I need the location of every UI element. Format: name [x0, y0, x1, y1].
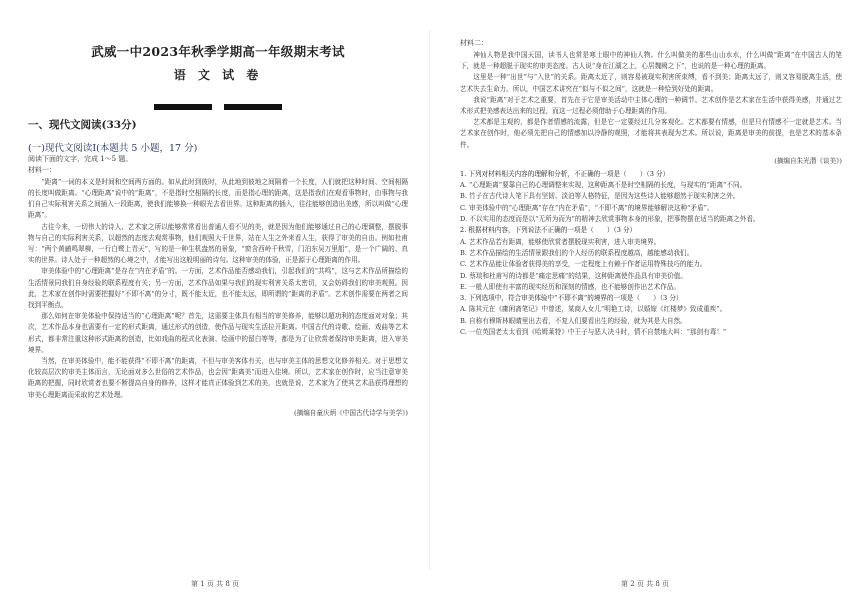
paragraph: 当然，在审美体验中，能不能获得“不即不离”的距离，不但与审美客体有关，也与审美主体的思想文化修养相关。对于思想文化较高层次的审美主体而言，无论面对多么世俗的艺术作品，也会因“距离美”而进入佳境。所以，艺术家在创作时，应当注意审美距离的把握，同时欣赏者也要不断提高自身的修养，这样才能真正体验到艺术的美，也就是说，艺术家为了使其艺术品获得理想的审美心理距离而采取的艺术处理。 — [28, 357, 408, 399]
exam-subtitle: 语 文 试 卷 — [173, 68, 263, 82]
option: B. 艺术作品描绘的生活情景跟我们的个人经历的联系程度越高，越能感动我们。 — [460, 248, 694, 257]
option: D. 蔡琰和杜甫写的诗都是“痛定思痛”的结果，这种距离使作品具有审美价值。 — [460, 271, 687, 280]
paragraph: 神仙人物是我中国天国，读书人也常是寒士眼中的神仙人物。什么叫做美的那些山山水水，什么叫做“距离”在中国古人的笔下，就是一种超脱于现实的审美态度。古人说“身在江湖之上，心居魏阙之下”，也说的是一种心理的距离。 — [460, 51, 842, 71]
section-heading: 一、现代文阅读(33分) — [28, 119, 137, 131]
option: D. 不以实用的态度而是以“无所为而为”的精神去欣赏事物本身的形象，把事物摆在适当的距离之外看。 — [460, 215, 760, 224]
source-citation: (摘编自朱光潜《谈美》) — [774, 156, 842, 165]
paragraph: “距离”一词的本义是时间和空间两方面的。如从此时到彼时，从此地到彼地之间隔着一个长度，人们就把这种时间、空间相隔的长度叫做距离。“心理距离”说中的“距离”，不是指时空相隔的长度，而是指心理的距离，这是指我们在观看事物时，由事物与我们自己实际利害关系之间插入一段距离，使我们能够换一种眼光去看世界。这种距离的插入，往往能够创造出美感，所以叫做“心理距离”。 — [28, 177, 408, 220]
option: A. 陈其元在《庸闲斋笔记》中曾述，某商人女儿“明艳工诗，以婚嫁《红楼梦》致成重疾”。 — [460, 305, 727, 314]
question-2: 2. 根据材料内容，下列说法不正确的一项是（ ）（3 分） — [460, 226, 637, 235]
bar-left — [154, 104, 212, 110]
option: A. “心理距离”要靠自己的心理调整来实现，这种距离不是时空相隔的长度，与现实的“距离”不同。 — [460, 181, 747, 190]
page-footer: 第 2 页 共 8 页 — [620, 580, 670, 588]
paragraph: 审美体验中的“心理距离”是存在“内在矛盾”的。一方面，艺术作品能否感动我们，引起我们的“共鸣”，这与艺术作品所描绘的生活情景同我们自身经验的联系程度有关；另一方面，艺术作品如果与我们的现实利害关系太密切，又会妨碍我们的审美观照。因此，艺术家在创作时需要把握好“不即不离”的分寸，既不能太近，也不能太远，即所谓的“距离的矛盾”。艺术创作需要在两者之间找到平衡点。 — [28, 267, 408, 310]
paragraph: 那么如何在审美体验中保持适当的“心理距离”呢？首先，这需要主体具有相当的审美修养，能够以超功利的态度面对对象；其次，艺术作品本身也需要有一定的形式距离，通过形式的创造，使作品与现实生活拉开距离。中国古代的诗歌、绘画、戏曲等艺术形式，都非常注重这种形式距离的创造，比如戏曲的程式化表演、绘画中的留白等等，都是为了让欣赏者保持审美距离，进入审美境界。 — [28, 312, 408, 354]
paragraph: 艺术都是主观的，都是作者情感的流露，但是它一定要经过几分客观化。艺术都要有情感，但是只有情感不一定就是艺术。当艺术家在创作时，他必须先把自己的情感加以冷静的观照，才能将其表现为艺术。所以说，距离是审美的前提，也是艺术的基本条件。 — [460, 118, 842, 149]
option: C. 一位英国老太太看到《哈姆莱特》中王子与恶人决斗时，情不自禁地大叫：“那剑有毒！” — [460, 327, 727, 336]
option: E. 一般人即使有丰富的现实经历和深刻的情感，也不能够创作出艺术作品。 — [460, 282, 681, 291]
option: C. 艺术作品能让体验者获得美的享受，一定程度上有赖于作者运用特殊技巧的能力。 — [460, 260, 707, 269]
title-underline-bars — [28, 95, 408, 103]
subsection-heading: (一)现代文阅读Ⅰ(本题共 5 小题，17 分) — [28, 143, 198, 154]
exam-page-2 — [430, 0, 860, 595]
material-label: 材料二： — [460, 39, 488, 47]
instruction: 阅读下面的文字，完成 1～5 题。 — [28, 155, 133, 163]
question-1: 1. 下列对材料相关内容的理解和分析，不正确的一项是（ ）（3 分） — [460, 169, 670, 178]
option: C. 审美体验中的“心理距离”存在“内在矛盾”，“不即不离”的境界能够解决这种“矛盾”。 — [460, 203, 714, 212]
bar-right — [224, 104, 282, 110]
page-footer: 第 1 页 共 8 页 — [190, 580, 240, 588]
source-citation: (摘编自童庆炳《中国古代诗学与美学》) — [294, 408, 408, 417]
paragraph: 这里是一种“出世”与“入世”的关系。距离太近了，则容易被现实利害所束缚，看不到美；距离太远了，则又容易脱离生活，使艺术失去生命力。所以，中国艺术讲究在“似与不似之间”，这就是一种恰到好处的距离。 — [460, 73, 842, 93]
paragraph: 古往今来，一切伟大的诗人、艺术家之所以能够常常看出普通人看不见的美，就是因为他们能够通过自己的心理调整，摆脱事物与自己的实际利害关系，以超然的态度去观赏事物，他们观照大千世界，站在人生之外来看人生，获得了审美的自由。例如杜甫写：“两个黄鹂鸣翠柳，一行白鹭上青天”，写的是一种生机盎然的景象，“窗含西岭千秋雪，门泊东吴万里船”，是一个广阔的、真实的世界。诗人处于一种超然的心境之中，才能写出这般明丽的诗句。这种审美的体验，正是源于心理距离的作用。 — [28, 222, 408, 265]
exam-title: 武威一中2023年秋季学期高一年级期末考试 — [91, 44, 345, 59]
paragraph: 我说“距离”对于艺术之重要，首先在于它是审美活动中主体心理的一种调节。艺术创作是艺术家在生活中获得美感，并通过艺术形式把美感表达出来的过程，而这一过程必须借助于心理距离的作用。 — [460, 95, 842, 116]
question-3: 3. 下列选项中，符合审美体验中“不即不离”的境界的一项是（ ）（3 分） — [460, 294, 683, 303]
option: B. 竹子在古代诗人笔下具有坚韧、淡泊等人格特征，是因为这些诗人能够超然于现实利害之外。 — [460, 192, 740, 201]
option: B. 自称有穆斯林眼睛里出去看，不复人们要看出生的经验，就为其是大自然。 — [460, 316, 687, 325]
material-label: 材料一： — [28, 166, 56, 175]
option: A. 艺术作品若有距离，能够使欣赏者摆脱现实利害，进入审美境界。 — [460, 237, 661, 246]
